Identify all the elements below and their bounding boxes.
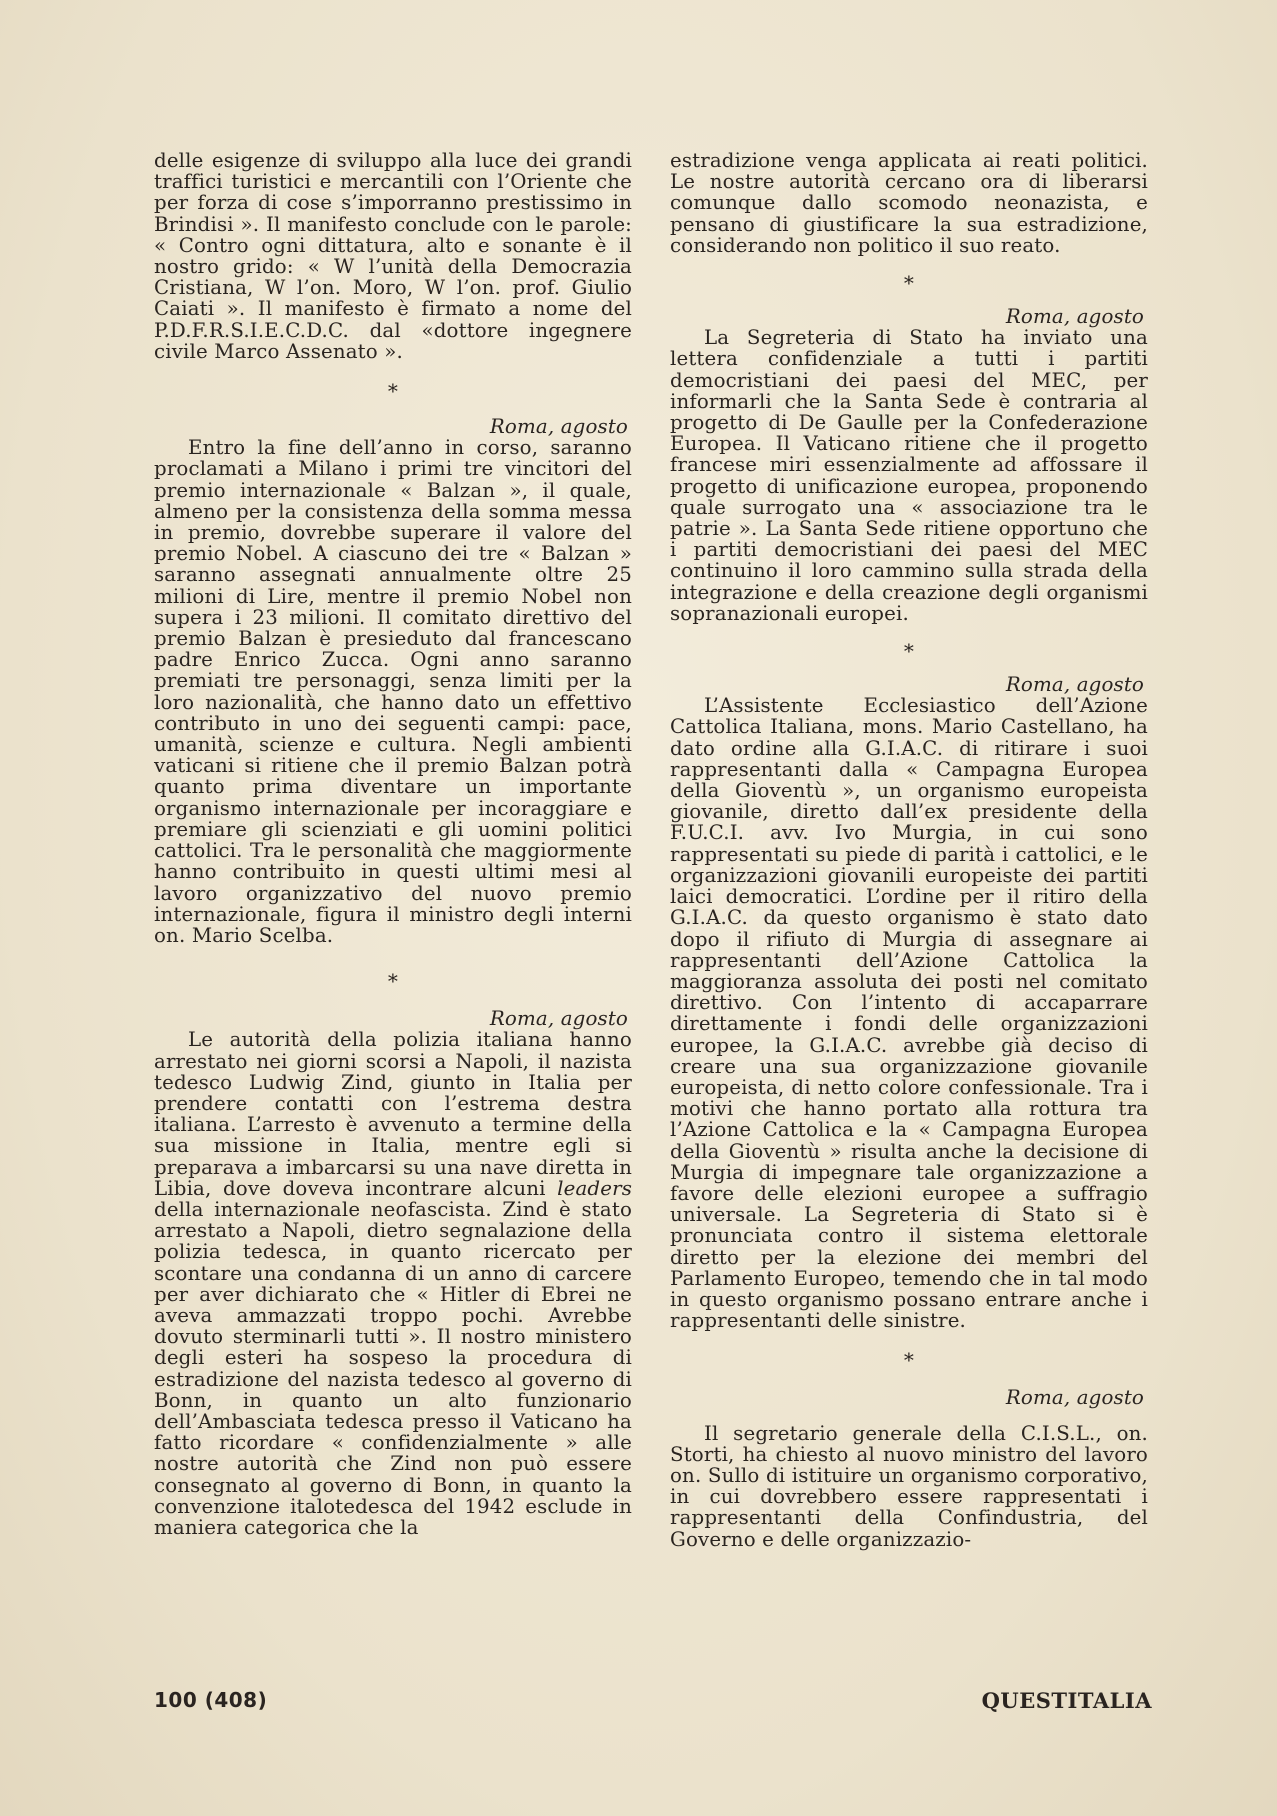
article-paragraph: L’Assistente Ecclesiastico dell’Azione Cattolica Italiana, mons. Mario Castellano, ha dato ordine alla G.I.A.C. di ritirare i suoi rappresentanti dalla « Campagna Europea della Gioventù », un organismo europeista giovanile, diretto dall’ex presidente della F.U.C.I. avv. Ivo Murgia, in cui sono rappresentati su piede di parità i cattolici, e le organizzazioni giovanili europeiste dei partiti laici democratici. L’ordine per il ritiro della G.I.A.C. da questo organismo è stato dato dopo il rifiuto di Murgia di assegnare ai rappresentanti dell’Azione Cattolica la maggioranza assoluta dei posti nel comitato direttivo. Con l’intento di accaparrare direttamente i fondi delle organizzazioni europee, la G.I.A.C. avrebbe già deciso di creare una sua organizzazione giovanile europeista, di netto colore confessionale. Tra i motivi che hanno portato alla rottura tra l’Azione Cattolica e la « Campagna Europea della Gioventù » risulta anche la decisione di Murgia di impegnare tale organizzazione a favore delle elezioni europee a suffragio universale. La Segreteria di Stato si è pronunciata contro il sistema elettorale diretto per la elezione dei membri del Parlamento Europeo, temendo che in tal modo in questo organismo possano entrare anche i rappresentanti delle sinistre. <box>670 694 1148 1333</box>
section-separator: * <box>387 379 399 404</box>
section-separator: * <box>903 1348 915 1373</box>
article-paragraph <box>154 1029 632 1538</box>
dateline: Roma, agosto <box>1005 305 1144 329</box>
section-separator: * <box>903 639 915 664</box>
article-paragraph: La Segreteria di Stato ha inviato una lettera confidenziale a tutti i partiti democristiani dei paesi del MEC, per informarli che la Santa Sede è contraria al progetto di De Gaulle per la Confederazione Europea. Il Vaticano ritiene che il progetto francese miri essenzialmente ad affossare il progetto di unificazione europea, proponendo quale surrogato una « associazione tra le patrie ». La Santa Sede ritiene opportuno che i partiti democristiani dei paesi del MEC continuino il loro cammino sulla strada della integrazione e della creazione degli organismi sopranazionali europei. <box>670 326 1148 625</box>
page-number: 100 (408) <box>154 1688 268 1712</box>
dateline: Roma, agosto <box>1005 1386 1144 1410</box>
right-column <box>670 150 1148 1550</box>
italic-term: leaders <box>557 1176 632 1200</box>
left-column <box>154 150 632 1538</box>
article-paragraph: estradizione venga applicata ai reati politici. Le nostre autorità cercano ora di liberarsi comunque dallo scomodo neonazista, e pensano di giustificare la sua estradizione, considerando non politico il suo reato. <box>670 149 1148 257</box>
article-text: della internazionale neofascista. Zind è stato arrestato a Napoli, dietro segnalazione della polizia tedesca, in quanto ricercato per scontare una condanna di un anno di carcere per aver dichiarato che « Hitler di Ebrei ne aveva ammazzati troppo pochi. Avrebbe dovuto sterminarli tutti ». Il nostro ministero degli esteri ha sospeso la procedura di estradizione del nazista tedesco al governo di Bonn, in quanto un alto funzionario dell’Ambasciata tedesca presso il Vaticano ha fatto ricordare « confidenzialmente » alle nostre autorità che Zind non può essere consegnato al governo di Bonn, in quanto la convenzione italotedesca del 1942 esclude in maniera categorica che la <box>154 1197 632 1539</box>
article-paragraph: Il segretario generale della C.I.S.L., on. Storti, ha chiesto al nuovo ministro del lavoro on. Sullo di istituire un organismo corporativo, in cui dovrebbero essere rappresentati i rappresentanti della Confindustria, del Governo e delle organizzazio- <box>670 1421 1148 1551</box>
dateline: Roma, agosto <box>1005 673 1144 697</box>
dateline: Roma, agosto <box>489 415 628 439</box>
section-separator: * <box>903 271 915 296</box>
section-separator: * <box>387 969 399 994</box>
article-text: Le autorità della polizia italiana hanno arrestato nei giorni scorsi a Napoli, il nazista tedesco Ludwig Zind, giunto in Italia per prendere contatti con l’estrema destra italiana. L’arresto è avvenuto a termine della sua missione in Italia, mentre egli si preparava a imbarcarsi su una nave diretta in Libia, dove doveva incontrare alcuni <box>154 1028 632 1200</box>
article-paragraph: delle esigenze di sviluppo alla luce dei grandi traffici turistici e mercantili con l’Oriente che per forza di cose s’imporranno prestissimo in Brindisi ». Il manifesto conclude con le parole: « Contro ogni dittatura, alto e sonante è il nostro grido: « W l’unità della Democrazia Cristiana, W l’on. Moro, W l’on. prof. Giulio Caiati ». Il manifesto è firmato a nome del P.D.F.R.S.I.E.C.D.C. dal «dottore ingegnere civile Marco Assenato ». <box>154 149 632 363</box>
magazine-name: QUESTITALIA <box>981 1688 1152 1713</box>
article-paragraph: Entro la fine dell’anno in corso, saranno proclamati a Milano i primi tre vincitori del premio internazionale « Balzan », il quale, almeno per la consistenza della somma messa in premio, dovrebbe superare il valore del premio Nobel. A ciascuno dei tre « Balzan » saranno assegnati annualmente oltre 25 milioni di Lire, mentre il premio Nobel non supera i 23 milioni. Il comitato direttivo del premio Balzan è presieduto dal francescano padre Enrico Zucca. Ogni anno saranno premiati tre personaggi, senza limiti per la loro nazionalità, che hanno dato un effettivo contributo in uno dei seguenti campi: pace, umanità, scienze e cultura. Negli ambienti vaticani si ritiene che il premio Balzan potrà quanto prima diventare un importante organismo internazionale per incoraggiare e premiare gli scienziati e gli uomini politici cattolici. Tra le personalità che maggiormente hanno contribuito in questi ultimi mesi al lavoro organizzativo del nuovo premio internazionale, figura il ministro degli interni on. Mario Scelba. <box>154 436 632 947</box>
dateline: Roma, agosto <box>489 1007 628 1031</box>
